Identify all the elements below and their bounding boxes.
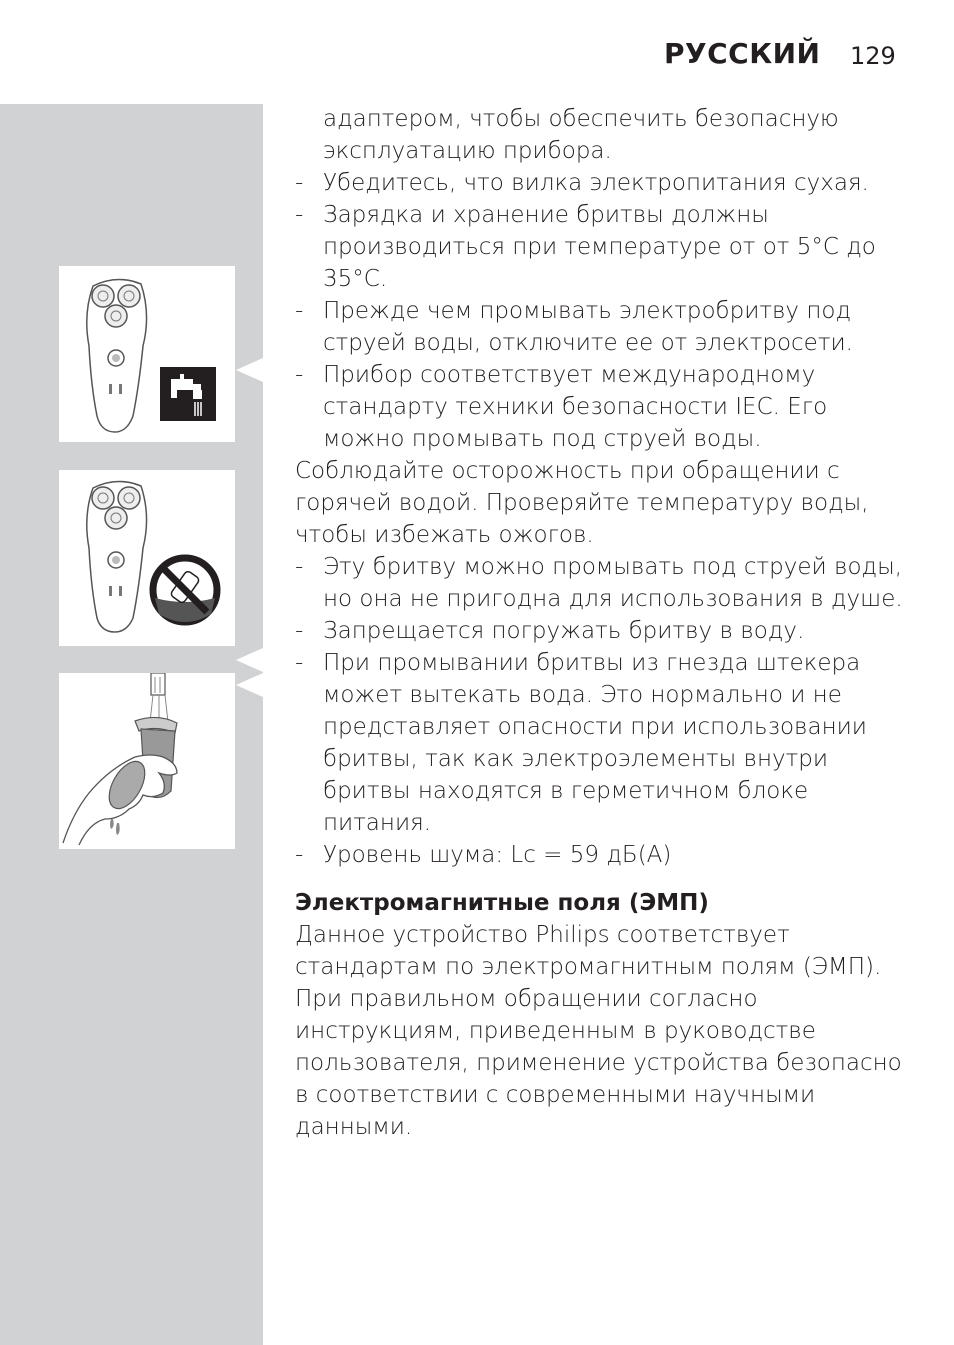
list-item-text: Уровень шума: Lc = 59 дБ(A) [323, 842, 672, 868]
language-header: РУССКИЙ [664, 37, 821, 70]
figure-shaver-no-shower [59, 470, 235, 646]
list-item-text: Убедитесь, что вилка электропитания сухая. [323, 170, 869, 196]
list-item [295, 647, 905, 839]
list-item-text: Зарядка и хранение бритвы должны производиться при температуре от от 5°C до 35°C. [323, 202, 876, 292]
list-bullet: - [295, 298, 304, 324]
shaver-no-shower-icon [59, 470, 235, 646]
list-item [295, 359, 905, 455]
figure-pointer-3 [236, 673, 263, 697]
caution-paragraph: Соблюдайте осторожность при обращении с горячей водой. Проверяйте температуру воды, чтобы избежать ожогов. [295, 458, 869, 548]
list-bullet: - [295, 362, 304, 388]
list-bullet: - [295, 170, 304, 196]
list-item-text: Прибор соответствует международному стандарту техники безопасности IEC. Его можно промывать под струей воды. [323, 362, 828, 452]
figure-hand-rinsing [59, 673, 235, 849]
hand-rinsing-shaver-icon [59, 673, 235, 849]
list-bullet: - [295, 554, 304, 580]
list-bullet: - [295, 618, 304, 644]
continuation-paragraph: адаптером, чтобы обеспечить безопасную эксплуатацию прибора. [323, 106, 839, 164]
figure-pointer-1 [236, 358, 263, 382]
list-bullet: - [295, 650, 304, 676]
list-bullet: - [295, 202, 304, 228]
list-item [295, 615, 905, 647]
list-item-text: При промывании бритвы из гнезда штекера может вытекать вода. Это нормально и не представляет опасности при использовании бритвы, так как электроэлементы внутри бритвы находятся в герметичном блоке питания. [323, 650, 867, 836]
list-item [295, 839, 905, 871]
list-item [295, 551, 905, 615]
main-text [295, 103, 905, 1143]
list-item-text: Запрещается погружать бритву в воду. [323, 618, 805, 644]
list-bullet: - [295, 842, 304, 868]
list-item [295, 167, 905, 199]
figure-pointer-2 [236, 648, 263, 672]
list-item-text: Эту бритву можно промывать под струей воды, но она не пригодна для использования в душе. [323, 554, 903, 612]
figure-shaver-tap [59, 266, 235, 442]
shaver-with-tap-icon [59, 266, 235, 442]
list-item [295, 295, 905, 359]
list-item [295, 199, 905, 295]
page-number: 129 [850, 42, 896, 70]
emf-paragraph: Данное устройство Philips соответствует стандартам по электромагнитным полям (ЭМП). При правильном обращении согласно инструкциям, приведенным в руководстве пользователя, применение устройства безопасно в соответствии с современными научными данными. [295, 922, 902, 1140]
emf-heading: Электромагнитные поля (ЭМП) [295, 890, 709, 916]
list-item-text: Прежде чем промывать электробритву под струей воды, отключите ее от электросети. [323, 298, 853, 356]
